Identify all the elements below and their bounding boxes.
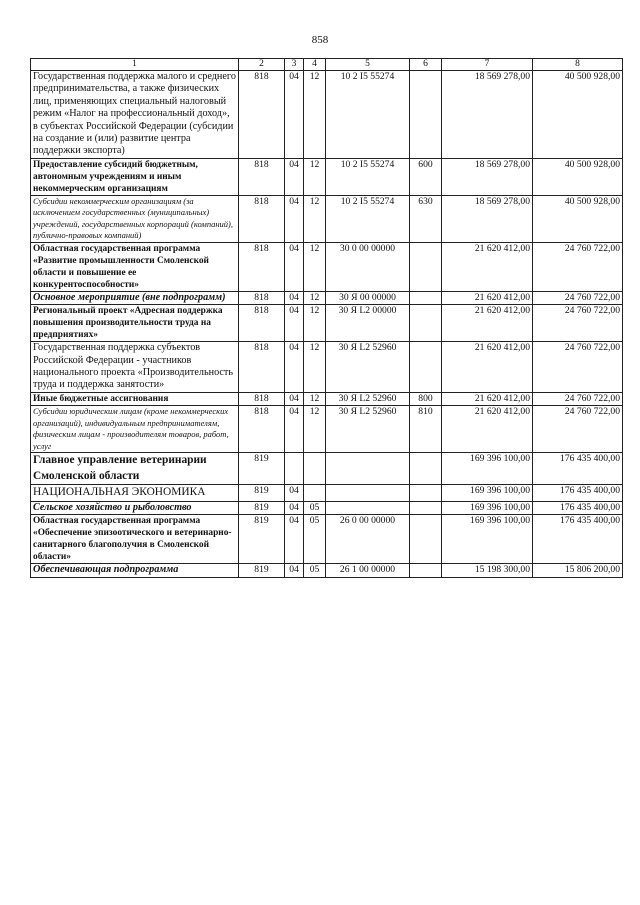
column-header: 6: [410, 59, 442, 71]
section-code: 04: [285, 195, 304, 242]
expense-type-code: 810: [410, 406, 442, 453]
ministry-code: 819: [239, 453, 285, 485]
subsection-code: 12: [304, 305, 326, 342]
amount-year-1: 21 620 412,00: [442, 392, 533, 405]
amount-year-2: 24 760 722,00: [533, 392, 623, 405]
amount-year-2: 176 435 400,00: [533, 501, 623, 514]
table-row: [31, 515, 623, 564]
ministry-code: 818: [239, 71, 285, 159]
amount-year-1: 18 569 278,00: [442, 71, 533, 159]
amount-year-1: 18 569 278,00: [442, 195, 533, 242]
ministry-code: 819: [239, 485, 285, 502]
table-row: [31, 195, 623, 242]
target-article-code: 26 0 00 00000: [326, 515, 410, 564]
row-name: Государственная поддержка субъектов Российской Федерации - участников национального проекта «Производительность труда и поддержка занятости»: [31, 342, 239, 393]
column-header: 8: [533, 59, 623, 71]
target-article-code: 10 2 I5 55274: [326, 71, 410, 159]
table-row: [31, 501, 623, 514]
subsection-code: [304, 485, 326, 502]
target-article-code: 10 2 I5 55274: [326, 195, 410, 242]
subsection-code: 05: [304, 515, 326, 564]
ministry-code: 818: [239, 392, 285, 405]
amount-year-2: 40 500 928,00: [533, 195, 623, 242]
section-code: 04: [285, 305, 304, 342]
amount-year-2: 176 435 400,00: [533, 515, 623, 564]
row-name: Областная государственная программа «Развитие промышленности Смоленской области и повышение ее конкурентоспособности»: [31, 242, 239, 291]
expense-type-code: [410, 242, 442, 291]
amount-year-1: 169 396 100,00: [442, 515, 533, 564]
row-name: Обеспечивающая подпрограмма: [31, 564, 239, 577]
ministry-code: 819: [239, 501, 285, 514]
ministry-code: 818: [239, 305, 285, 342]
expense-type-code: [410, 501, 442, 514]
section-code: 04: [285, 501, 304, 514]
ministry-code: 818: [239, 342, 285, 393]
section-code: 04: [285, 564, 304, 577]
row-name: Основное мероприятие (вне подпрограмм): [31, 291, 239, 304]
ministry-code: 818: [239, 195, 285, 242]
subsection-code: 12: [304, 242, 326, 291]
table-row: [31, 453, 623, 485]
section-code: [285, 453, 304, 485]
target-article-code: 30 Я L2 52960: [326, 342, 410, 393]
subsection-code: 05: [304, 564, 326, 577]
amount-year-1: 15 198 300,00: [442, 564, 533, 577]
column-number-row: [31, 59, 623, 71]
page-number: 858: [311, 34, 329, 46]
expense-type-code: [410, 71, 442, 159]
amount-year-2: 24 760 722,00: [533, 305, 623, 342]
target-article-code: [326, 453, 410, 485]
section-code: 04: [285, 71, 304, 159]
target-article-code: [326, 501, 410, 514]
section-code: 04: [285, 515, 304, 564]
amount-year-1: 18 569 278,00: [442, 158, 533, 195]
table-row: [31, 305, 623, 342]
expense-type-code: [410, 564, 442, 577]
section-code: 04: [285, 242, 304, 291]
table-row: [31, 564, 623, 577]
row-name: Главное управление ветеринарии Смоленской области: [31, 453, 239, 485]
amount-year-2: 24 760 722,00: [533, 242, 623, 291]
table-row: [31, 342, 623, 393]
row-name: НАЦИОНАЛЬНАЯ ЭКОНОМИКА: [31, 485, 239, 502]
expense-type-code: 600: [410, 158, 442, 195]
target-article-code: [326, 485, 410, 502]
amount-year-1: 169 396 100,00: [442, 485, 533, 502]
amount-year-1: 21 620 412,00: [442, 291, 533, 304]
expense-type-code: [410, 342, 442, 393]
amount-year-2: 40 500 928,00: [533, 71, 623, 159]
expense-type-code: [410, 291, 442, 304]
ministry-code: 818: [239, 158, 285, 195]
row-name: Субсидии некоммерческим организациям (за исключением государственных (муниципальных) учреждений, государственных корпораций (компаний), публично-правовых компаний): [31, 195, 239, 242]
row-name: Региональный проект «Адресная поддержка повышения производительности труда на предприятиях»: [31, 305, 239, 342]
amount-year-1: 169 396 100,00: [442, 453, 533, 485]
expense-type-code: [410, 485, 442, 502]
table-row: [31, 485, 623, 502]
section-code: 04: [285, 406, 304, 453]
target-article-code: 30 Я 00 00000: [326, 291, 410, 304]
amount-year-2: 24 760 722,00: [533, 291, 623, 304]
subsection-code: 12: [304, 392, 326, 405]
section-code: 04: [285, 392, 304, 405]
subsection-code: 05: [304, 501, 326, 514]
amount-year-2: 176 435 400,00: [533, 453, 623, 485]
amount-year-2: 15 806 200,00: [533, 564, 623, 577]
amount-year-1: 21 620 412,00: [442, 305, 533, 342]
column-header: 2: [239, 59, 285, 71]
expense-type-code: [410, 453, 442, 485]
table-row: [31, 158, 623, 195]
row-name: Областная государственная программа «Обеспечение эпизоотического и ветеринарно-санитарного благополучия в Смоленской области»: [31, 515, 239, 564]
expense-type-code: [410, 515, 442, 564]
ministry-code: 818: [239, 291, 285, 304]
subsection-code: [304, 453, 326, 485]
column-header: 3: [285, 59, 304, 71]
column-header: 1: [31, 59, 239, 71]
target-article-code: 30 Я L2 52960: [326, 392, 410, 405]
table-row: [31, 242, 623, 291]
ministry-code: 818: [239, 242, 285, 291]
row-name: Субсидии юридическим лицам (кроме некоммерческих организаций), индивидуальным предпринимателям, физическим лицам - производителям товаров, работ, услуг: [31, 406, 239, 453]
subsection-code: 12: [304, 291, 326, 304]
ministry-code: 819: [239, 564, 285, 577]
target-article-code: 30 0 00 00000: [326, 242, 410, 291]
section-code: 04: [285, 158, 304, 195]
table-row: [31, 392, 623, 405]
budget-table: [30, 58, 623, 578]
section-code: 04: [285, 485, 304, 502]
ministry-code: 818: [239, 406, 285, 453]
expense-type-code: 800: [410, 392, 442, 405]
row-name: Сельское хозяйство и рыболовство: [31, 501, 239, 514]
row-name: Иные бюджетные ассигнования: [31, 392, 239, 405]
subsection-code: 12: [304, 158, 326, 195]
subsection-code: 12: [304, 406, 326, 453]
target-article-code: 10 2 I5 55274: [326, 158, 410, 195]
target-article-code: 26 1 00 00000: [326, 564, 410, 577]
target-article-code: 30 Я L2 00000: [326, 305, 410, 342]
table-row: [31, 71, 623, 159]
expense-type-code: [410, 305, 442, 342]
amount-year-2: 176 435 400,00: [533, 485, 623, 502]
row-name: Предоставление субсидий бюджетным, автономным учреждениям и иным некоммерческим организациям: [31, 158, 239, 195]
amount-year-2: 24 760 722,00: [533, 406, 623, 453]
amount-year-1: 21 620 412,00: [442, 242, 533, 291]
table-row: [31, 406, 623, 453]
table-row: [31, 291, 623, 304]
section-code: 04: [285, 291, 304, 304]
amount-year-1: 21 620 412,00: [442, 406, 533, 453]
section-code: 04: [285, 342, 304, 393]
target-article-code: 30 Я L2 52960: [326, 406, 410, 453]
column-header: 7: [442, 59, 533, 71]
amount-year-1: 21 620 412,00: [442, 342, 533, 393]
row-name: Государственная поддержка малого и среднего предпринимательства, а также физических лиц, применяющих специальный налоговый режим «Налог на профессиональный доход», в субъектах Российской Федерации (субсидии на создание и (или) развитие центра поддержки экспорта): [31, 71, 239, 159]
column-header: 5: [326, 59, 410, 71]
column-header: 4: [304, 59, 326, 71]
expense-type-code: 630: [410, 195, 442, 242]
ministry-code: 819: [239, 515, 285, 564]
subsection-code: 12: [304, 342, 326, 393]
amount-year-1: 169 396 100,00: [442, 501, 533, 514]
table-body: [31, 71, 623, 578]
amount-year-2: 40 500 928,00: [533, 158, 623, 195]
subsection-code: 12: [304, 195, 326, 242]
subsection-code: 12: [304, 71, 326, 159]
amount-year-2: 24 760 722,00: [533, 342, 623, 393]
